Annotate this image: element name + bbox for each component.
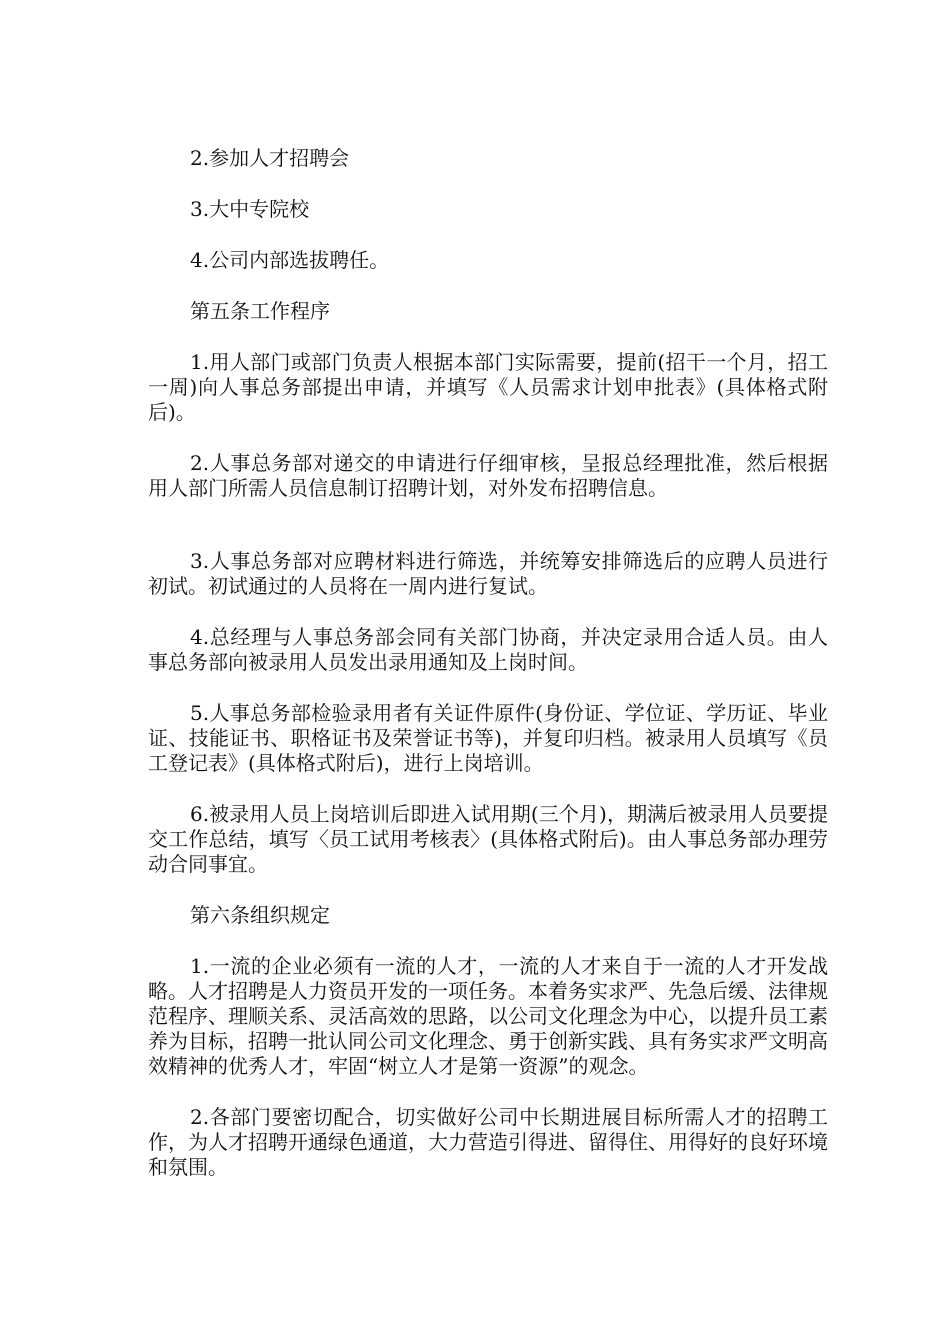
procedure-step-6: 6.被录用人员上岗培训后即进入试用期(三个月)，期满后被录用人员要提交工作总结，填写〈员工试用考核表〉(具体格式附后)。由人事总务部办理劳动合同事宜。 xyxy=(148,802,828,876)
procedure-step-3: 3.人事总务部对应聘材料进行筛选，并统筹安排筛选后的应聘人员进行初试。初试通过的人员将在一周内进行复试。 xyxy=(148,549,828,598)
list-item-colleges: 3.大中专院校 xyxy=(190,197,310,221)
section-heading-article-5: 第五条工作程序 xyxy=(190,299,330,323)
list-item-internal-selection: 4.公司内部选拔聘任。 xyxy=(190,248,390,272)
section-heading-article-6: 第六条组织规定 xyxy=(190,903,330,927)
procedure-step-4: 4.总经理与人事总务部会同有关部门协商，并决定录用合适人员。由人事总务部向被录用人员发出录用通知及上岗时间。 xyxy=(148,625,828,674)
procedure-step-2: 2.人事总务部对递交的申请进行仔细审核，呈报总经理批准，然后根据用人部门所需人员信息制订招聘计划，对外发布招聘信息。 xyxy=(148,451,828,500)
procedure-step-1: 1.用人部门或部门负责人根据本部门实际需要，提前(招干一个月，招工一周)向人事总务部提出申请，并填写《人员需求计划申批表》(具体格式附后)。 xyxy=(148,350,828,424)
procedure-step-5: 5.人事总务部检验录用者有关证件原件(身份证、学位证、学历证、毕业证、技能证书、职格证书及荣誉证书等)，并复印归档。被录用人员填写《员工登记表》(具体格式附后)，进行上岗培训。 xyxy=(148,701,828,775)
organization-rule-2: 2.各部门要密切配合，切实做好公司中长期进展目标所需人才的招聘工作，为人才招聘开通绿色通道，大力营造引得进、留得住、用得好的良好环境和氛围。 xyxy=(148,1105,828,1179)
organization-rule-1: 1.一流的企业必须有一流的人才，一流的人才来自于一流的人才开发战略。人才招聘是人力资员开发的一项任务。本着务实求严、先急后缓、法律规范程序、理顺关系、灵活高效的思路，以公司文化理念为中心，以提升员工素养为目标，招聘一批认同公司文化理念、勇于创新实践、具有务实求严文明高效精神的优秀人才，牢固“树立人才是第一资源”的观念。 xyxy=(148,954,828,1078)
document-body xyxy=(148,146,828,1180)
list-item-talent-fair: 2.参加人才招聘会 xyxy=(190,146,350,170)
